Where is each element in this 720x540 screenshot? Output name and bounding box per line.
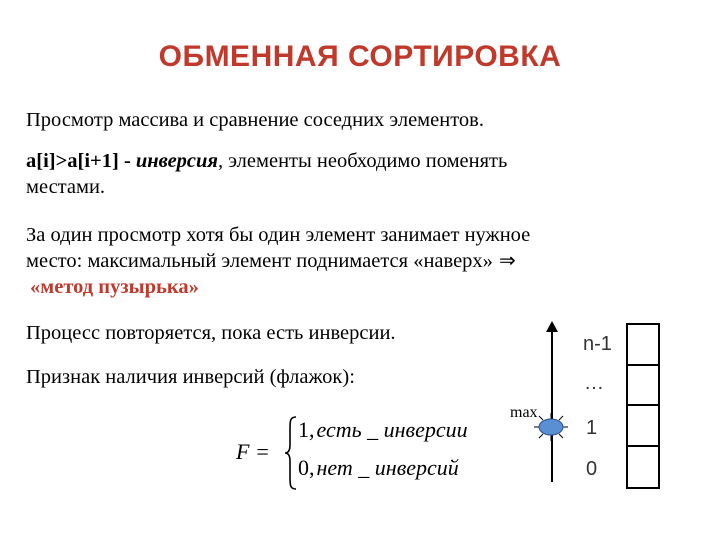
implies-arrow-icon: ⇒: [498, 250, 516, 272]
formula-case-true-text: есть _ инверсии: [316, 417, 468, 442]
paragraph-flag: Признак наличия инверсий (флажок):: [26, 366, 355, 388]
paragraph-repeat: Процесс повторяется, пока есть инверсии.: [26, 322, 396, 344]
formula-case-false-value: 0,: [298, 455, 315, 480]
inversion-condition: a[i]>a[i+1]: [26, 150, 119, 172]
bubble-method-label: «метод пузырька»: [30, 276, 199, 298]
flag-formula: [236, 413, 506, 493]
one-pass-line2: место: максимальный элемент поднимается «наверх»: [26, 250, 493, 272]
inversion-rest-line2: местами.: [26, 176, 106, 198]
array-cell: [628, 447, 658, 488]
array-cell: [628, 406, 658, 447]
index-label-ellipsis: …: [584, 372, 604, 394]
bubble-icon: [532, 413, 570, 441]
array-stack: [626, 323, 660, 489]
index-label-1: 1: [586, 417, 598, 439]
paragraph-view-array: Просмотр массива и сравнение соседних элементов.: [26, 109, 484, 131]
formula-case-false: [298, 455, 459, 481]
index-label-0: 0: [586, 458, 598, 480]
array-cell: [628, 325, 658, 366]
array-cell: [628, 366, 658, 407]
max-label: max: [510, 404, 538, 421]
paragraph-one-pass: [26, 222, 646, 300]
left-brace-icon: [284, 415, 298, 491]
inversion-dash: -: [118, 150, 136, 172]
paragraph-inversion: [26, 148, 646, 200]
formula-case-false-text: нет _ инверсий: [316, 455, 459, 480]
inversion-rest-line1: , элементы необходимо поменять: [218, 150, 508, 172]
formula-case-true: [298, 417, 468, 443]
inversion-term: инверсия: [135, 150, 218, 172]
rise-axis-line: [551, 330, 553, 482]
slide-title: ОБМЕННАЯ СОРТИРОВКА: [158, 40, 562, 73]
index-label-top: n-1: [583, 333, 612, 355]
formula-lhs: F =: [236, 439, 270, 464]
formula-case-true-value: 1,: [298, 417, 315, 442]
one-pass-line1: За один просмотр хотя бы один элемент занимает нужное: [26, 224, 531, 246]
